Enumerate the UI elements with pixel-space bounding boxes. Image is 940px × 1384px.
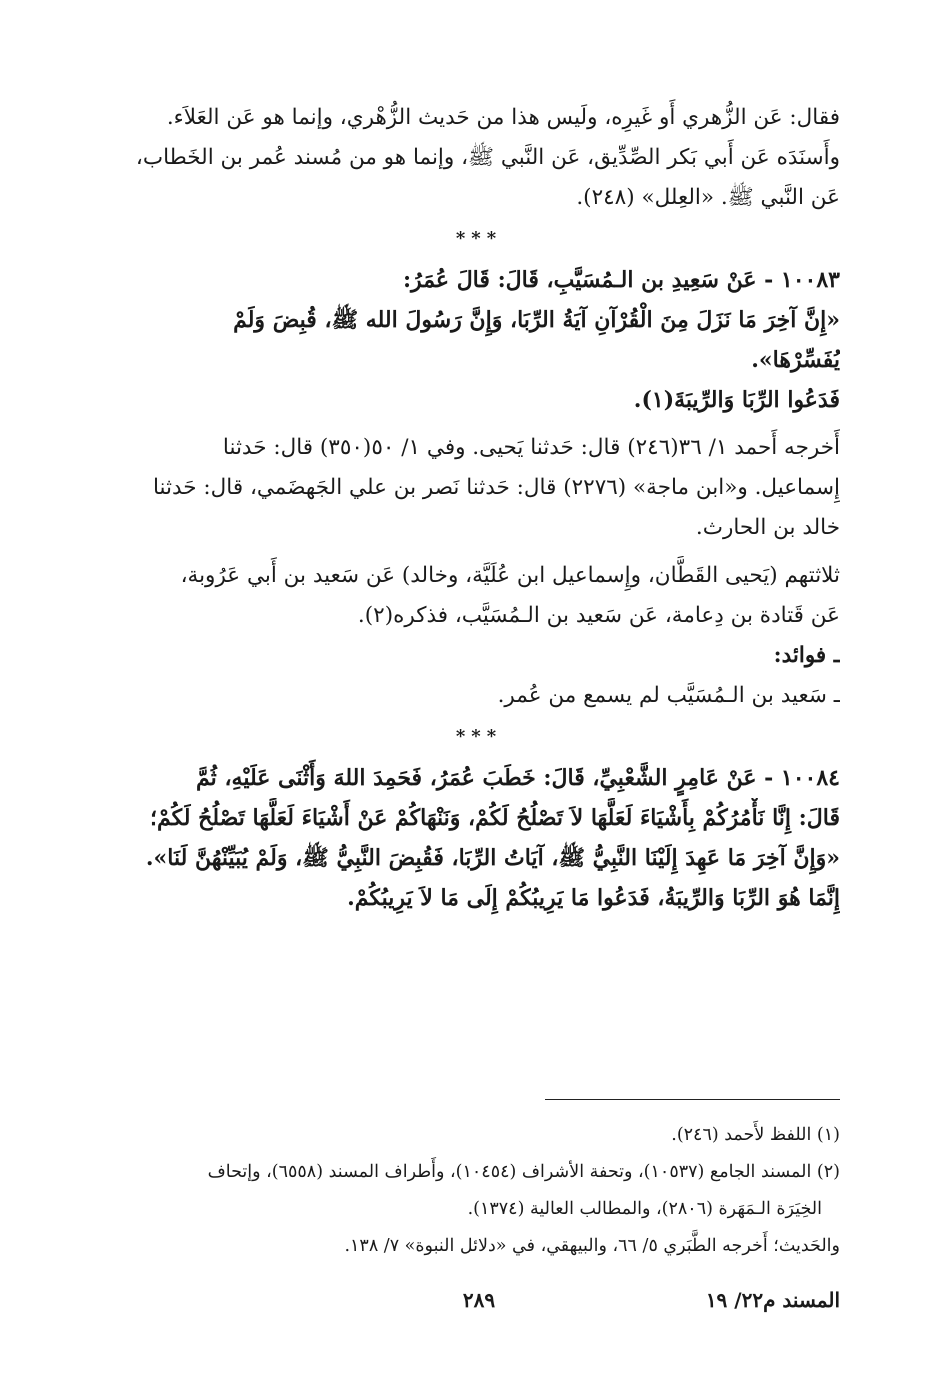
hadith-10083-number-line: ١٠٠٨٣ - عَنْ سَعِيدِ بن الـمُسَيَّبِ، قَالَ: قَالَ عُمَرُ:: [402, 267, 840, 293]
page-footer: [118, 1288, 840, 1322]
takhrij-line: إِسماعيل. و«ابن ماجة» (٢٢٧٦) قال: حَدثنا نَصر بن علي الجَهضَمي، قال: حَدثنا: [152, 475, 840, 500]
spacer: [118, 420, 840, 428]
section-separator: ***: [455, 228, 503, 249]
fawaid-line: ـ سَعيد بن الـمُسَيَّب لم يسمع من عُمر.: [497, 683, 840, 708]
hadith-10084-line: قَالَ: إِنَّا نَأْمُرُكُمْ بِأَشْيَاءَ لَعَلَّهَا لاَ تَصْلُحُ لَكُمْ، وَنَنْهَاكُمْ عَنْ أَشْيَاءَ لَعَلَّهَا تَصْلُحُ لَكُمْ؛: [150, 805, 840, 831]
footnote-divider: [545, 1099, 840, 1100]
chain-line: عَن قَتادة بن دِعامة، عَن سَعيد بن الـمُسَيَّب، فذكره(٢).: [357, 603, 840, 628]
hadith-10083-text-line: فَدَعُوا الرِّبَا وَالرِّيبَةَ(١).: [633, 387, 840, 413]
hadith-10084-line: «وَإِنَّ آخِرَ مَا عَهِدَ إِلَيْنَا النَّبِيُّ ﷺ، آيَاتُ الرِّبَا، فَقُبِضَ النَّبِيُّ ﷺ، وَلَمْ يُبَيِّنْهُنَّ لَنَا».: [145, 845, 840, 871]
intro-line-2: وأَسنَدَه عَن أَبي بَكر الصِّدِّيق، عَن النَّبي ﷺ، وإنما هو من مُسند عُمر بن الخَطاب،: [135, 145, 840, 170]
footnote-2-extra: والحَديث؛ أَخرجه الطَّبَري ٥/ ٦٦، والبيهقي، في «دلائل النبوة» ٧/ ١٣٨.: [344, 1236, 840, 1256]
footnote-2-continued: الخِيَرَة الـمَهَرة (٢٨٠٦)، والمطالب العالية (١٣٧٤).: [467, 1199, 822, 1219]
page-body: [118, 98, 840, 918]
takhrij-line: أَخرجه أَحمد ١/ ٣٦(٢٤٦) قال: حَدثنا يَحيى. وفي ١/ ٥٠(٣٥٠) قال: حَدثنا: [222, 435, 840, 460]
section-separator: ***: [455, 726, 503, 747]
page-number: ٢٨٩: [462, 1288, 496, 1312]
hadith-10083-text-line: «إِنَّ آخِرَ مَا نَزَلَ مِنَ الْقُرْآنِ آيَةُ الرِّبَا، وَإِنَّ رَسُولَ الله ﷺ، قُبِضَ وَلَمْ: [233, 307, 840, 333]
footnote-1: (١) اللفظ لأَحمد (٢٤٦).: [671, 1125, 840, 1145]
spacer: [118, 548, 840, 556]
footnote-2: (٢) المسند الجامع (١٠٥٣٧)، وتحفة الأشراف (١٠٤٥٤)، وأَطراف المسند (٦٥٥٨)، وإتحاف: [207, 1162, 840, 1182]
signature-mark: المسند م٢٢/ ١٩: [705, 1288, 840, 1312]
intro-line-3: عَن النَّبي ﷺ. «العِلل» (٢٤٨).: [576, 185, 840, 210]
footnotes: [118, 1117, 840, 1265]
chain-line: ثلاثتهم (يَحيى القَطَّان، وإِسماعيل ابن عُلَيَّة، وخالد) عَن سَعيد بن أَبي عَرُوبة،: [180, 563, 840, 588]
hadith-10083-text-line: يُفَسِّرْهَا».: [751, 347, 840, 373]
intro-line-1: فقال: عَن الزُّهري أَو غَيرِه، ولَيس هذا من حَديث الزُّهْري، وإنما هو عَن العَلاَء.: [166, 105, 840, 130]
fawaid-heading: ـ فوائد:: [773, 643, 840, 668]
hadith-10084-line: إِنَّمَا هُوَ الرِّبَا وَالرِّيبَةُ، فَدَعُوا مَا يَرِيبُكُمْ إِلَى مَا لاَ يَرِيبُكُمْ.: [347, 885, 840, 911]
takhrij-line: خالد بن الحارث.: [695, 515, 840, 540]
hadith-10084-line: ١٠٠٨٤ - عَنْ عَامِرٍ الشَّعْبِيِّ، قَالَ: خَطَبَ عُمَرُ، فَحَمِدَ اللهَ وَأَثْنَى عَلَيْهِ، ثُمَّ: [196, 765, 840, 791]
